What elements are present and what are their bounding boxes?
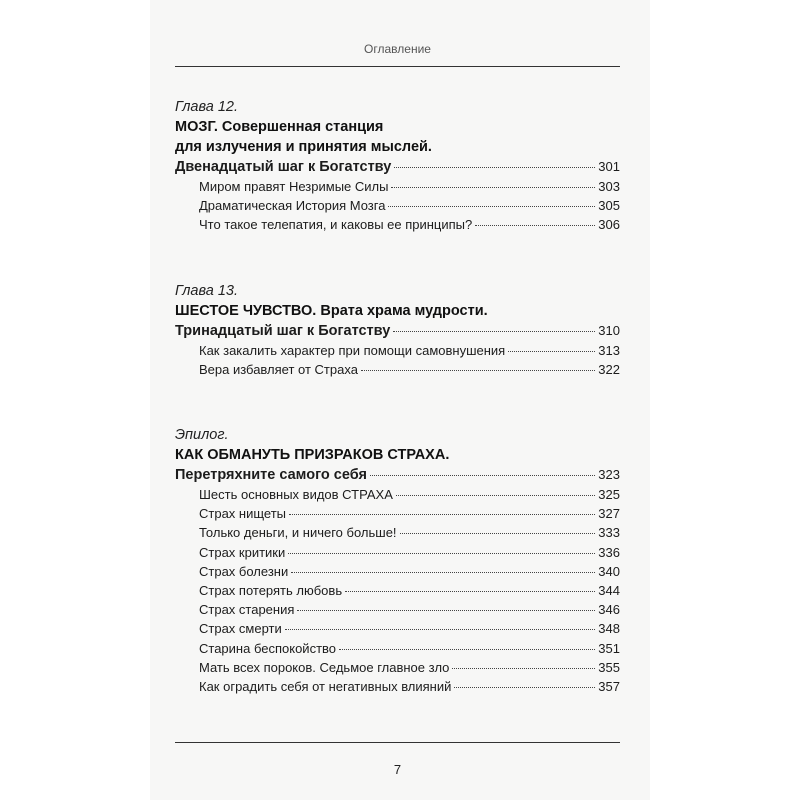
toc-entry-title: Что такое телепатия, и каковы ее принципы?	[199, 217, 473, 233]
dot-leader	[508, 351, 595, 352]
dot-leader	[391, 187, 595, 188]
toc-entry-main[interactable]	[175, 157, 620, 177]
toc-page-number: 301	[598, 159, 620, 174]
toc-page-number: 348	[598, 621, 620, 637]
dot-leader	[291, 572, 595, 573]
toc-page-number: 351	[598, 640, 620, 656]
toc-page-number: 313	[598, 343, 620, 358]
toc-page-number: 305	[598, 198, 620, 214]
toc-entry-title: Драматическая История Мозга	[199, 198, 386, 214]
chapter-title-line: ШЕСТОЕ ЧУВСТВО. Врата храма мудрости.	[175, 303, 488, 319]
toc-page-number: 310	[598, 323, 620, 338]
toc-page-number: 333	[598, 525, 620, 541]
toc-entry[interactable]	[175, 619, 620, 638]
dot-leader	[361, 370, 595, 371]
chapter-label: Эпилог.	[175, 427, 229, 443]
dot-leader	[454, 687, 595, 688]
toc-entry[interactable]	[175, 341, 620, 360]
toc-entry-title: Страх болезни	[199, 563, 289, 579]
toc-page-number: 306	[598, 217, 620, 233]
toc-entry[interactable]	[175, 504, 620, 523]
dot-leader	[285, 629, 596, 630]
dot-leader	[388, 206, 595, 207]
epilogue	[175, 426, 620, 696]
toc-entry[interactable]	[175, 677, 620, 696]
toc-entry[interactable]	[175, 600, 620, 619]
toc-entry-title: Как оградить себя от негативных влияний	[199, 678, 452, 694]
toc-entry-title: Шесть основных видов СТРАХА	[199, 487, 393, 502]
toc-entry[interactable]	[175, 360, 620, 379]
footer-rule	[175, 742, 620, 743]
toc-entry[interactable]	[175, 177, 620, 196]
toc-entry-title: Вера избавляет от Страха	[199, 362, 358, 378]
toc-page-number: 340	[598, 563, 620, 579]
toc-entry-title: Двенадцатый шаг к Богатству	[175, 159, 392, 175]
toc-page-number: 336	[598, 544, 620, 560]
toc-entry-title: Страх смерти	[199, 621, 282, 637]
toc-entry-title: Миром правят Незримые Силы	[199, 179, 389, 194]
toc-page-number: 355	[598, 659, 620, 675]
toc-page-number: 323	[598, 467, 620, 482]
dot-leader	[370, 475, 595, 476]
toc-entry-main[interactable]	[175, 465, 620, 485]
toc-entry-title: Страх критики	[199, 544, 286, 560]
dot-leader	[400, 533, 596, 534]
chapter-title-line: МОЗГ. Совершенная станция	[175, 119, 384, 135]
toc-entry[interactable]	[175, 485, 620, 504]
toc-entry-title: Только деньги, и ничего больше!	[199, 525, 397, 541]
dot-leader	[289, 514, 595, 515]
chapter-label: Глава 13.	[175, 283, 238, 299]
toc-page-number: 325	[598, 487, 620, 502]
toc-page-number: 344	[598, 582, 620, 598]
dot-leader	[475, 225, 595, 226]
chapter-12	[175, 98, 620, 235]
page-number: 7	[393, 762, 402, 777]
toc-page-number: 357	[598, 678, 620, 694]
toc-entry-title: Тринадцатый шаг к Богатству	[175, 323, 391, 339]
toc-entry-title: Страх старения	[199, 602, 295, 618]
chapter-title-line: для излучения и принятия мыслей.	[175, 139, 432, 155]
toc-entry-title: Как закалить характер при помощи самовнушения	[199, 343, 506, 358]
dot-leader	[288, 553, 595, 554]
toc-entry[interactable]	[175, 196, 620, 215]
dot-leader	[339, 649, 595, 650]
toc-entry[interactable]	[175, 543, 620, 562]
toc-page-number: 327	[598, 506, 620, 522]
dot-leader	[345, 591, 595, 592]
toc-entry[interactable]	[175, 581, 620, 600]
toc-entry[interactable]	[175, 523, 620, 542]
toc-entry-title: Старина беспокойство	[199, 640, 337, 656]
toc-entry-title: Перетряхните самого себя	[175, 467, 367, 483]
toc-entry-title: Страх потерять любовь	[199, 582, 343, 598]
dot-leader	[396, 495, 595, 496]
toc-entry-main[interactable]	[175, 321, 620, 341]
toc-entry[interactable]	[175, 562, 620, 581]
chapter-label: Глава 12.	[175, 99, 238, 115]
toc-entry[interactable]	[175, 658, 620, 677]
header-rule	[175, 66, 620, 67]
toc-entry[interactable]	[175, 639, 620, 658]
toc-page-number: 303	[598, 179, 620, 194]
toc-entry[interactable]	[175, 215, 620, 234]
dot-leader	[452, 668, 595, 669]
chapter-13	[175, 282, 620, 379]
dot-leader	[394, 167, 595, 168]
toc-entry-title: Мать всех пороков. Седьмое главное зло	[199, 659, 450, 675]
toc-page-number: 346	[598, 602, 620, 618]
dot-leader	[297, 610, 595, 611]
chapter-title-line: КАК ОБМАНУТЬ ПРИЗРАКОВ СТРАХА.	[175, 447, 450, 463]
toc-entry-title: Страх нищеты	[199, 506, 287, 522]
dot-leader	[393, 331, 595, 332]
toc-page-number: 322	[598, 362, 620, 378]
running-header: Оглавление	[364, 42, 431, 56]
